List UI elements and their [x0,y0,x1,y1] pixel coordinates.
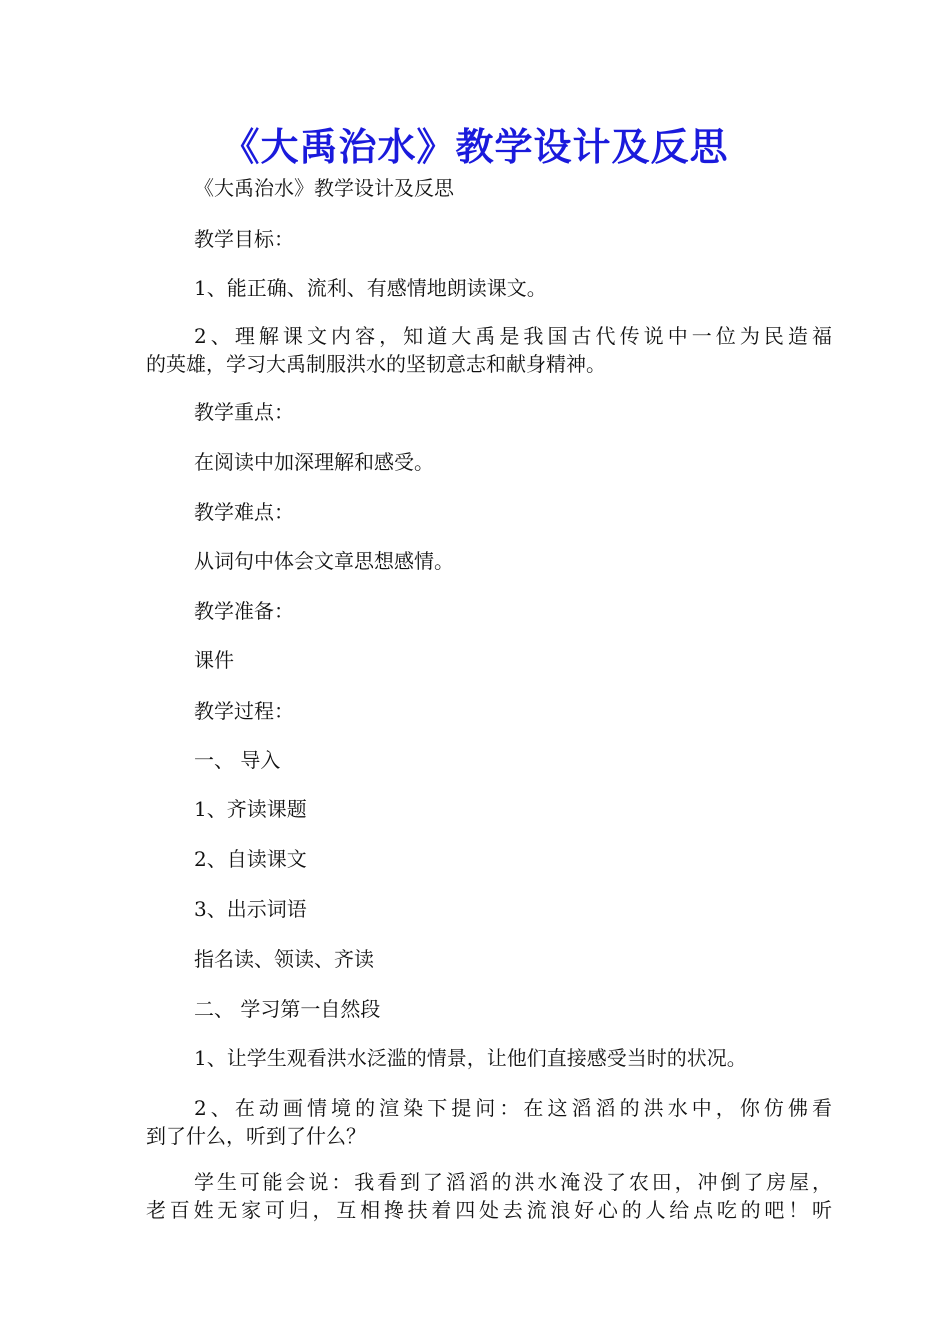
student-response-line-1: 学生可能会说：我看到了滔滔的洪水淹没了农田，冲倒了房屋， [194,1170,832,1194]
goal-item-2-line-1: 2、理解课文内容，知道大禹是我国古代传说中一位为民造福 [194,324,832,348]
process-heading: 教学过程： [194,699,294,723]
student-response [146,1168,832,1224]
step-2-2 [146,1094,832,1150]
document-title: 《大禹治水》教学设计及反思 [221,124,729,169]
step-1-2: 2、自读课文 [194,847,307,871]
section-1-heading: 一、 导入 [194,748,281,772]
step-1-4: 指名读、领读、齐读 [194,947,374,971]
step-2-2-line-1: 2、在动画情境的渲染下提问：在这滔滔的洪水中，你仿佛看 [194,1096,832,1120]
section-2-heading: 二、 学习第一自然段 [194,997,381,1021]
difficulty-heading: 教学难点： [194,500,294,524]
step-1-1: 1、齐读课题 [194,797,307,821]
goals-heading: 教学目标： [194,227,294,251]
key-heading: 教学重点： [194,400,294,424]
key-text: 在阅读中加深理解和感受。 [194,450,434,474]
prep-text: 课件 [194,648,234,672]
goal-item-1: 1、能正确、流利、有感情地朗读课文。 [194,276,547,300]
student-response-line-2: 老百姓无家可归，互相搀扶着四处去流浪好心的人给点吃的吧！听 [146,1198,832,1222]
prep-heading: 教学准备： [194,599,294,623]
goal-item-2-line-2: 的英雄，学习大禹制服洪水的坚韧意志和献身精神。 [146,352,606,376]
difficulty-text: 从词句中体会文章思想感情。 [194,549,454,573]
goal-item-2 [146,322,832,378]
document-subtitle: 《大禹治水》教学设计及反思 [194,176,454,200]
step-1-3: 3、出示词语 [194,897,307,921]
step-2-2-line-2: 到了什么，听到了什么？ [146,1124,366,1148]
step-2-1: 1、让学生观看洪水泛滥的情景，让他们直接感受当时的状况。 [194,1046,747,1070]
